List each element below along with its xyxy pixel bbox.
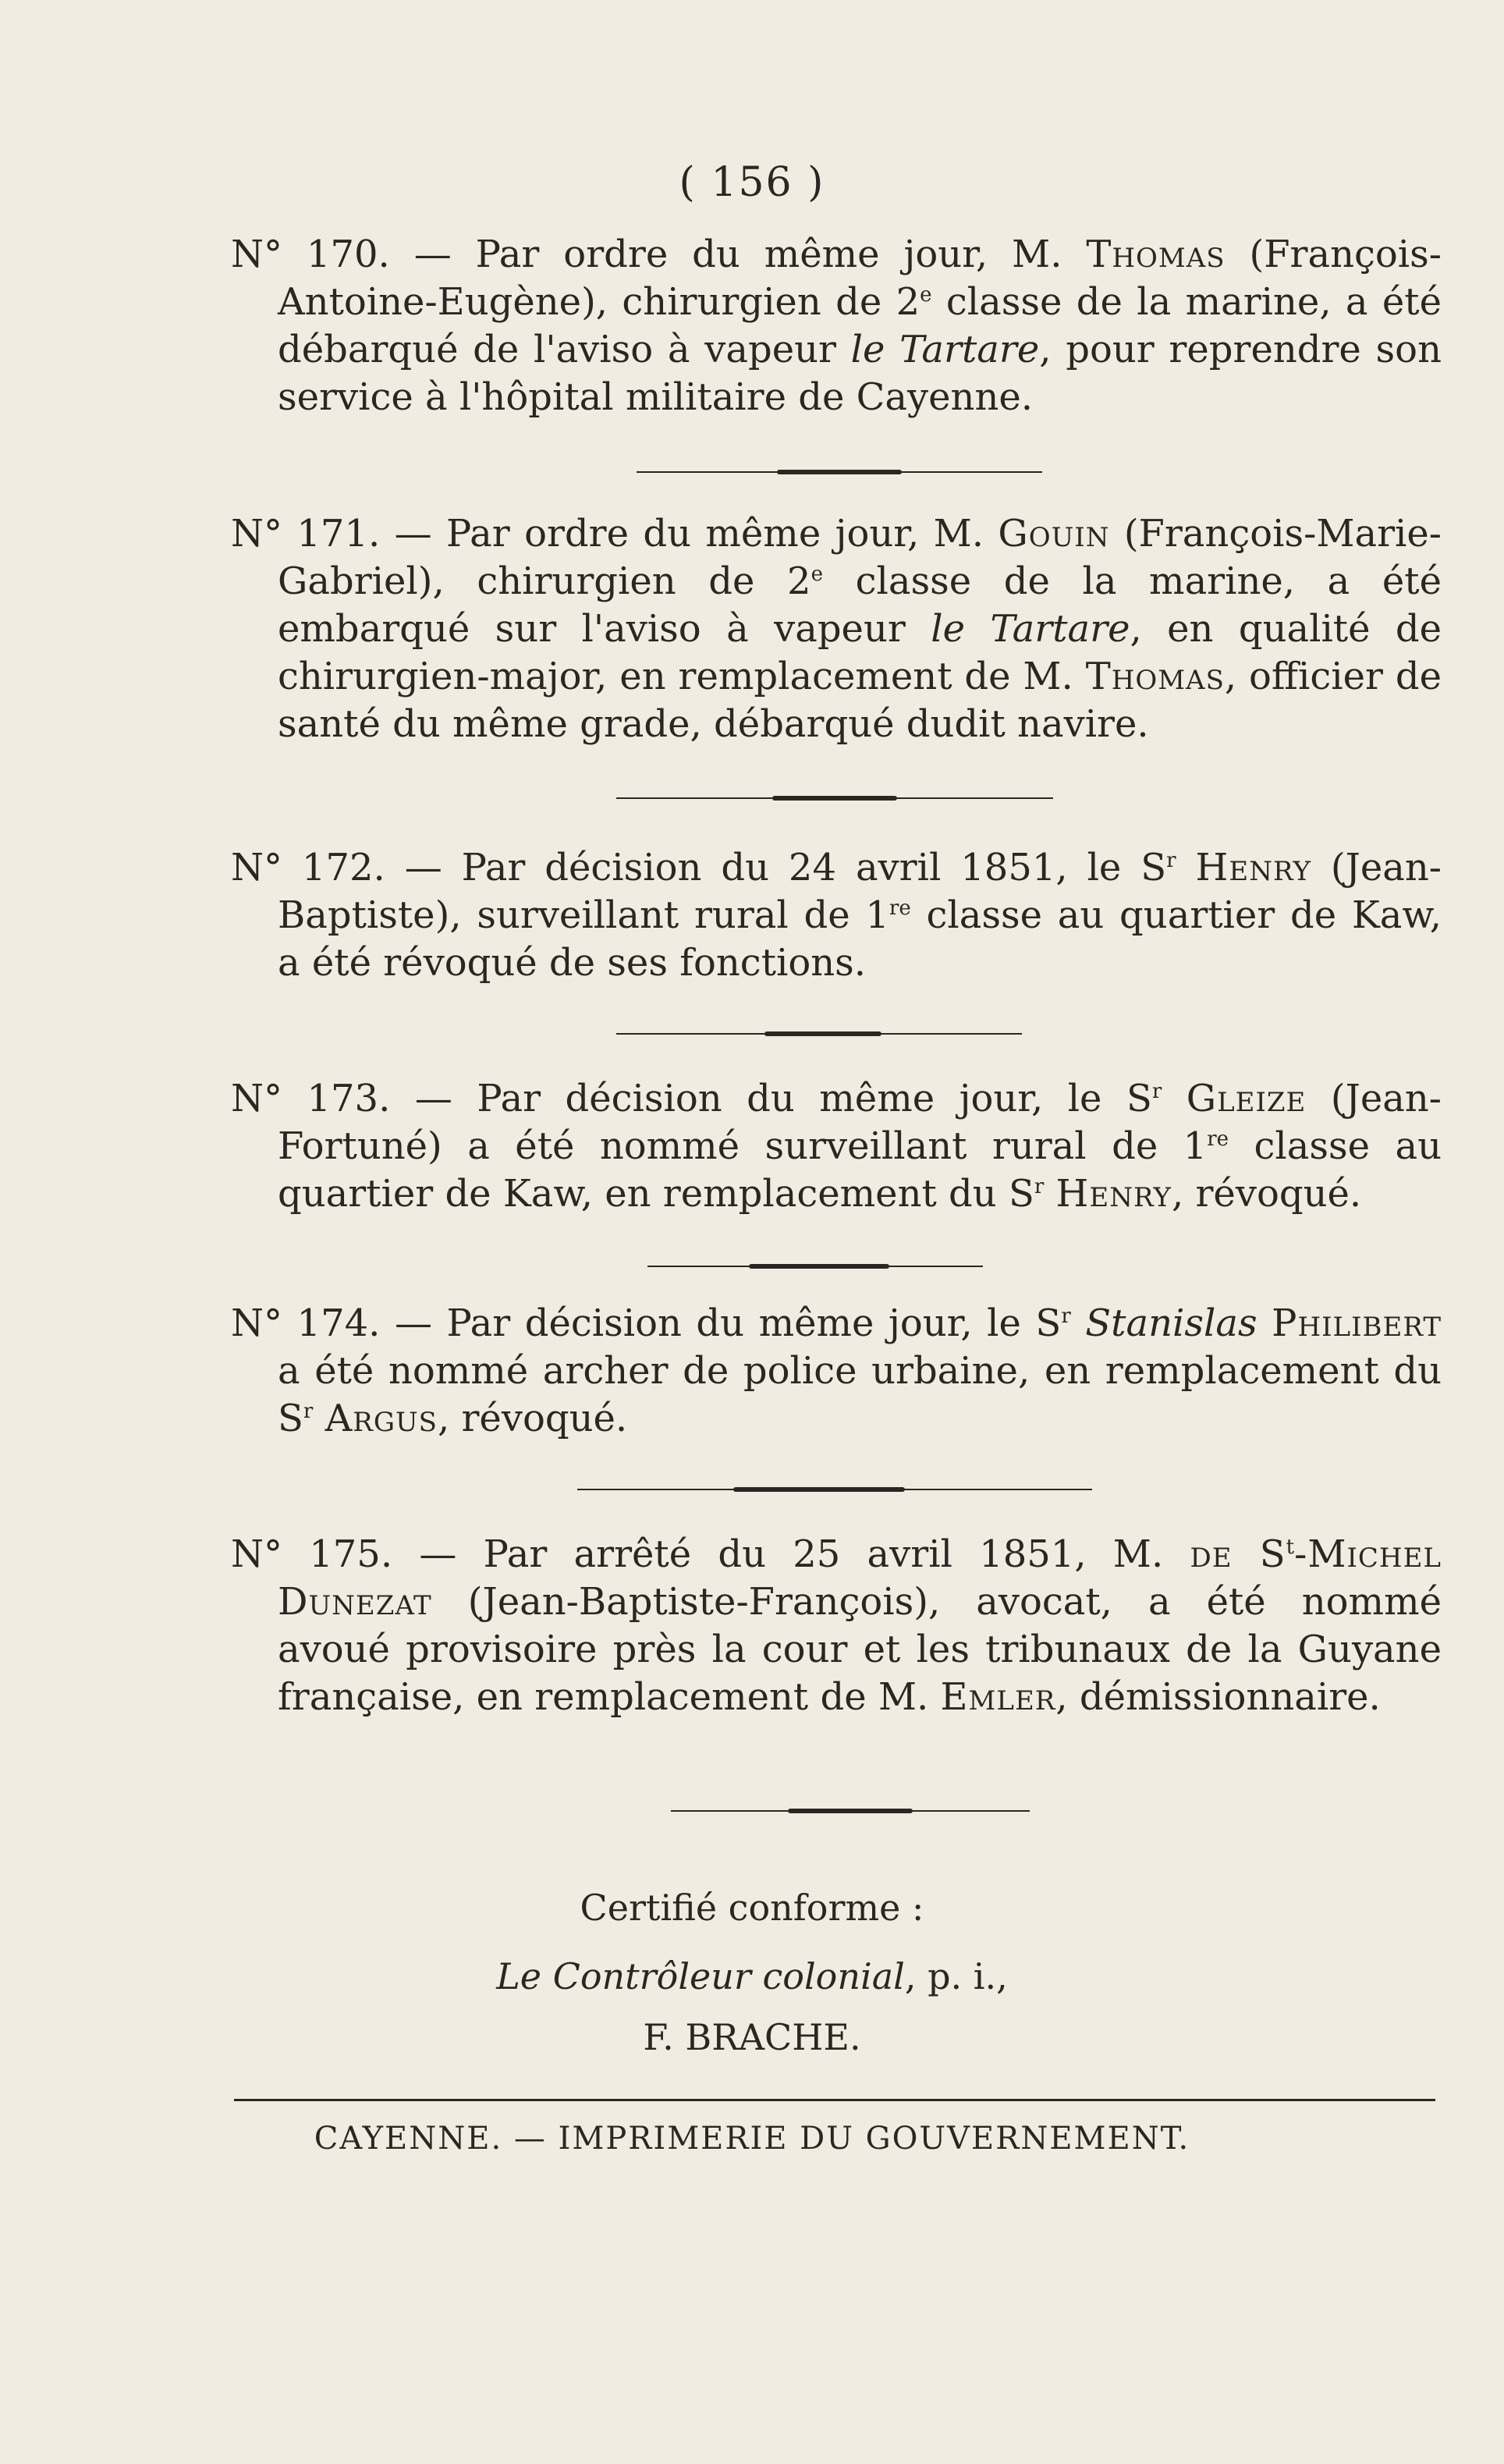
given-name: Stanislas [1085, 1301, 1257, 1345]
entry-170: N° 170. — Par ordre du même jour, M. Thomas (François-Antoine-Eugène), chirurgien de 2e classe de la marine, a été débarqué de l'aviso à vapeur le Tartare, pour reprendre son service à l'hôpital militaire de Cayenne. [231, 233, 1442, 419]
separator-rule [637, 468, 1042, 476]
person-name: Henry [1055, 1172, 1172, 1216]
entry-175: N° 175. — Par arrêté du 25 avril 1851, M. de $S^t$-Michel Dunezat (Jean-Baptiste-François), avocat, a été nommé avoué provisoire près la cour et les tribunaux de la Guyane française, en remplacement de M. Emler, démissionnaire. [231, 1532, 1442, 1719]
entry-174: N° 174. — Par décision du même jour, le $S^r$ Stanislas Philibert a été nommé archer de police urbaine, en remplacement du $S^r$ Argus, révoqué. [231, 1301, 1442, 1440]
separator-rule [616, 1030, 1022, 1038]
entry-number: N° 175. [231, 1532, 393, 1576]
entry-number: N° 174. [231, 1301, 381, 1345]
entry-172: N° 172. — Par décision du 24 avril 1851, le $S^r$ Henry (Jean-Baptiste), surveillant rural de 1re classe au quartier de Kaw, a été révoqué de ses fonctions. [231, 846, 1442, 985]
entry-171: N° 171. — Par ordre du même jour, M. Gouin (François-Marie-Gabriel), chirurgien de 2e classe de la marine, a été embarqué sur l'aviso à vapeur le Tartare, en qualité de chirurgien-major, en remplacement de M. Thomas, officier de santé du même grade, débarqué dudit navire. [231, 512, 1442, 746]
entry-number: N° 173. [231, 1077, 391, 1120]
certification-line: Certifié conforme : [580, 1887, 924, 1929]
ornamental-rule [671, 1807, 1030, 1815]
person-name: de S [1190, 1532, 1286, 1576]
signature: F. BRACHE. [643, 2016, 861, 2058]
separator-rule [616, 794, 1053, 802]
person-name: Philibert [1272, 1301, 1442, 1345]
ship-name: le Tartare [931, 607, 1130, 651]
person-name: Thomas [1086, 233, 1226, 276]
entry-number: N° 170. [231, 233, 390, 276]
person-name: Henry [1195, 846, 1311, 889]
entry-number: N° 172. [231, 846, 385, 889]
entry-173: N° 173. — Par décision du même jour, le $S^r$ Gleize (Jean-Fortuné) a été nommé surveillant rural de 1re classe au quartier de Kaw, en remplacement du $S^r$ Henry, révoqué. [231, 1077, 1442, 1216]
person-name: Argus [325, 1397, 438, 1440]
person-name: Emler [940, 1675, 1056, 1719]
bottom-rule [234, 2099, 1435, 2101]
person-name: Thomas [1085, 655, 1225, 698]
page-number: ( 156 ) [679, 159, 825, 206]
printer-imprint: CAYENNE. — IMPRIMERIE DU GOUVERNEMENT. [314, 2121, 1190, 2157]
separator-rule [647, 1262, 983, 1270]
entry-number: N° 171. [231, 512, 381, 556]
certification-title: Le Contrôleur colonial, p. i., [496, 1955, 1008, 1997]
person-name: Gouin [998, 512, 1110, 556]
person-name: Gleize [1186, 1077, 1307, 1120]
separator-rule [577, 1486, 1092, 1493]
ship-name: le Tartare [850, 328, 1040, 371]
